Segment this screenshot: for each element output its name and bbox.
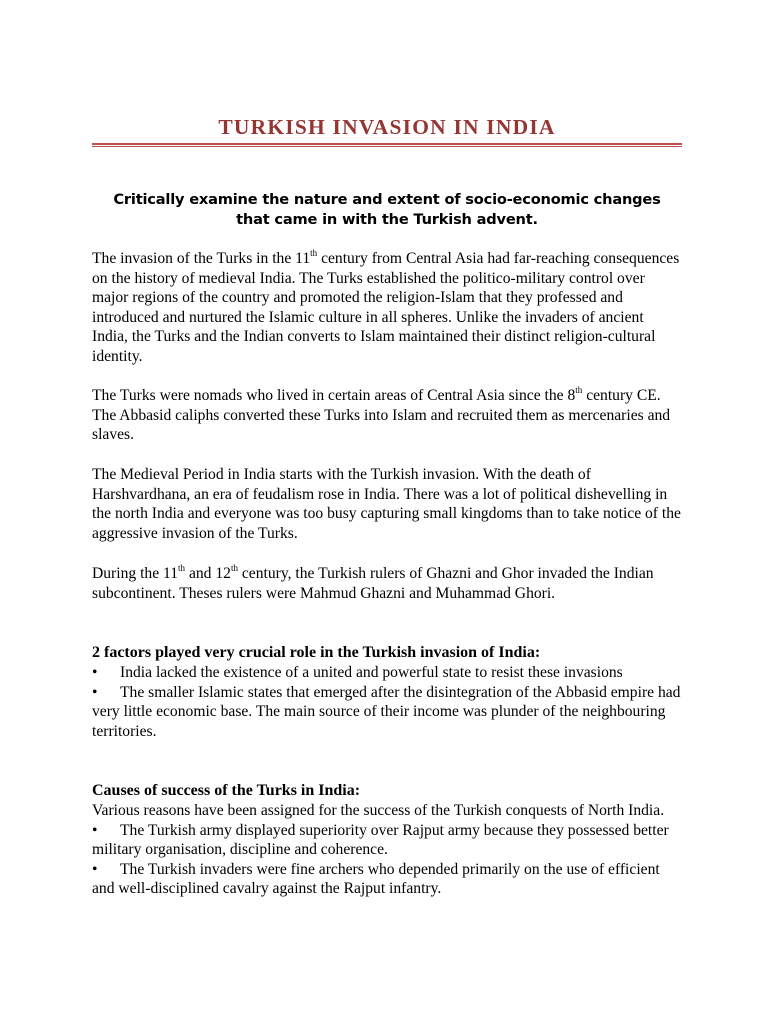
paragraph-intro bbox=[92, 249, 682, 366]
title-underline bbox=[92, 143, 682, 148]
paragraph-ghazni-ghor bbox=[92, 564, 682, 603]
paragraph-ghazni-sup-1: th bbox=[178, 562, 186, 573]
causes-section bbox=[92, 801, 682, 899]
list-item bbox=[92, 860, 682, 899]
paragraph-ghazni-text-c: century, the Turkish rulers of Ghazni and Ghor invaded the Indian subcontinent. Theses rulers were Mahmud Ghazni and Muhammad Ghori. bbox=[92, 565, 654, 602]
paragraph-ghazni-text-a: During the 11 bbox=[92, 565, 179, 582]
title-underline-thick bbox=[92, 143, 682, 145]
paragraph-medieval-period: The Medieval Period in India starts with the Turkish invasion. With the death of Harshvardhana, an era of feudalism rose in India. There was a lot of political dishevelling in the north India and everyone was too busy capturing small kingdoms than to take notice of the aggressive invasion of the Turks. bbox=[92, 466, 681, 542]
paragraph-ghazni-text-b: and 12 bbox=[185, 565, 231, 582]
list-item-text: The smaller Islamic states that emerged after the disintegration of the Abbasid empire had very little economic base. The main source of their income was plunder of the neighbouring territories. bbox=[92, 683, 681, 740]
paragraph-ghazni-sup-2: th bbox=[230, 562, 238, 573]
question-line-2: that came in with the Turkish advent. bbox=[236, 211, 538, 228]
title-underline-thin bbox=[92, 146, 682, 147]
paragraph-intro-text-a: The invasion of the Turks in the 11 bbox=[92, 250, 311, 267]
causes-intro: Various reasons have been assigned for the success of the Turkish conquests of North India. bbox=[92, 802, 665, 819]
question-heading bbox=[92, 190, 682, 230]
causes-heading: Causes of success of the Turks in India: bbox=[92, 782, 361, 799]
list-item-text: The Turkish army displayed superiority over Rajput army because they possessed better military organisation, discipline and coherence. bbox=[92, 821, 669, 858]
factors-list bbox=[92, 663, 682, 741]
paragraph-nomads-sup: th bbox=[575, 384, 583, 395]
list-item bbox=[92, 821, 682, 860]
document-title: TURKISH INVASION IN INDIA bbox=[218, 115, 556, 139]
list-item bbox=[92, 663, 682, 683]
bullet-icon: • bbox=[92, 683, 98, 701]
bullet-icon: • bbox=[92, 664, 98, 681]
bullet-icon: • bbox=[92, 821, 98, 839]
list-item-text: India lacked the existence of a united and powerful state to resist these invasions bbox=[120, 664, 623, 681]
bullet-icon: • bbox=[92, 860, 98, 878]
list-item bbox=[92, 683, 682, 742]
question-line-1: Critically examine the nature and extent of socio-economic changes bbox=[113, 191, 661, 208]
paragraph-nomads-text-a: The Turks were nomads who lived in certain areas of Central Asia since the 8 bbox=[92, 387, 576, 404]
factors-heading: 2 factors played very crucial role in the Turkish invasion of India: bbox=[92, 644, 541, 661]
paragraph-nomads bbox=[92, 386, 682, 445]
paragraph-intro-sup: th bbox=[310, 247, 318, 258]
paragraph-nomads-text-b: century CE. The Abbasid caliphs converted these Turks into Islam and recruited them as mercenaries and slaves. bbox=[92, 387, 671, 443]
paragraph-intro-text-b: century from Central Asia had far-reaching consequences on the history of medieval India. The Turks established the politico-military control over major regions of the country and promoted the religion-Islam that they professed and introduced and nurtured the Islamic culture in all spheres. Unlike the invaders of ancient India, the Turks and the Indian converts to Islam maintained their distinct religion-cultural identity. bbox=[92, 250, 680, 365]
list-item-text: The Turkish invaders were fine archers who depended primarily on the use of efficient and well-disciplined cavalry against the Rajput infantry. bbox=[92, 860, 660, 897]
